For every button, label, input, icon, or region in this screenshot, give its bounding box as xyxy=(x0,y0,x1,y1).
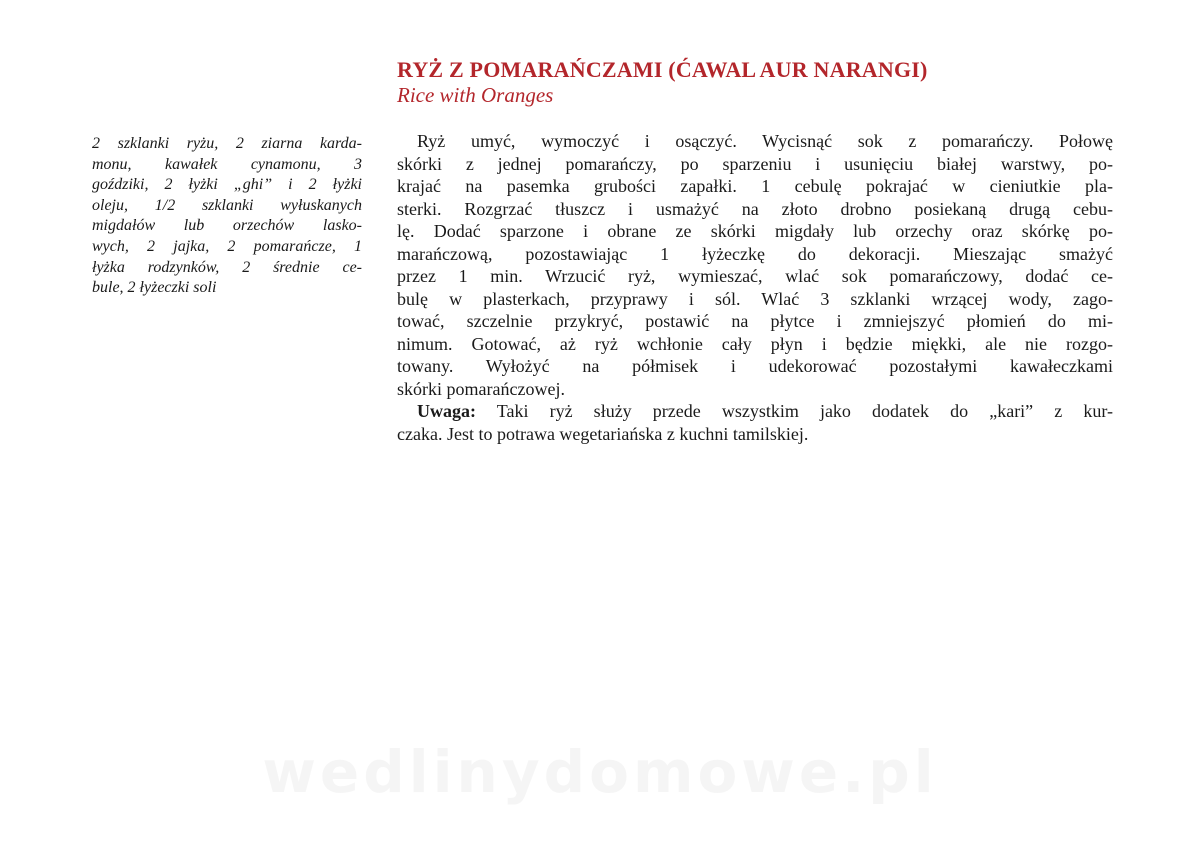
instructions-line: lę. Dodać sparzone i obrane ze skórki migdały lub orzechy oraz skórkę po- xyxy=(397,221,1113,241)
ingredients-line: goździki, 2 łyżki „ghi” i 2 łyżki xyxy=(92,176,362,194)
recipe-header xyxy=(397,56,1117,107)
instructions-line: skórki z jednej pomarańczy, po sparzeniu i usunięciu białej warstwy, po- xyxy=(397,153,1113,174)
instructions-line: Ryż umyć, wymoczyć i osączyć. Wycisnąć sok z pomarańczy. Połowę xyxy=(417,131,1113,151)
ingredients-list xyxy=(92,134,362,299)
ingredients-line: bule, 2 łyżeczki soli xyxy=(92,279,217,297)
instructions-line: marańczową, pozostawiając 1 łyżeczkę do dekoracji. Mieszając smażyć xyxy=(397,243,1113,264)
note-text: Taki ryż służy przede wszystkim jako dodatek do „kari” z kur- xyxy=(476,401,1113,421)
instructions-line: przez 1 min. Wrzucić ryż, wymieszać, wlać sok pomarańczowy, dodać ce- xyxy=(397,266,1113,286)
instructions-line: skórki pomarańczowej. xyxy=(397,378,565,399)
ingredients-line: łyżka rodzynków, 2 średnie ce- xyxy=(92,258,362,276)
recipe-subtitle: Rice with Oranges xyxy=(397,83,554,107)
ingredients-line: monu, kawałek cynamonu, 3 xyxy=(92,155,362,173)
instructions-line: towany. Wyłożyć na półmisek i udekorować pozostałymi kawałeczkami xyxy=(397,356,1113,376)
instructions-text xyxy=(397,130,1113,445)
note-label: Uwaga: xyxy=(417,401,476,421)
ingredients-line: wych, 2 jajka, 2 pomarańcze, 1 xyxy=(92,237,362,255)
watermark: wedlinydomowe.pl xyxy=(262,738,938,806)
instructions-line: nimum. Gotować, aż ryż wchłonie cały płyn i będzie miękki, ale nie rozgo- xyxy=(397,333,1113,354)
instructions-line: sterki. Rozgrzać tłuszcz i usmażyć na złoto drobno posiekaną drugą cebu- xyxy=(397,198,1113,219)
ingredients-line: 2 szklanki ryżu, 2 ziarna karda- xyxy=(92,135,362,152)
instructions-line: tować, szczelnie przykryć, postawić na płytce i zmniejszyć płomień do mi- xyxy=(397,311,1113,331)
recipe-title: RYŻ Z POMARAŃCZAMI (ĆAWAL AUR NARANGI) xyxy=(397,57,928,82)
ingredients-line: migdałów lub orzechów lasko- xyxy=(92,217,362,235)
instructions-line: bulę w plasterkach, przyprawy i sól. Wlać 3 szklanki wrzącej wody, zago- xyxy=(397,288,1113,309)
ingredients-line: oleju, 1/2 szklanki wyłuskanych xyxy=(92,196,362,214)
instructions-line: krajać na pasemka grubości zapałki. 1 cebulę pokrajać w cieniutkie pla- xyxy=(397,176,1113,196)
note-line xyxy=(397,400,1113,423)
note-line: czaka. Jest to potrawa wegetariańska z kuchni tamilskiej. xyxy=(397,423,809,444)
